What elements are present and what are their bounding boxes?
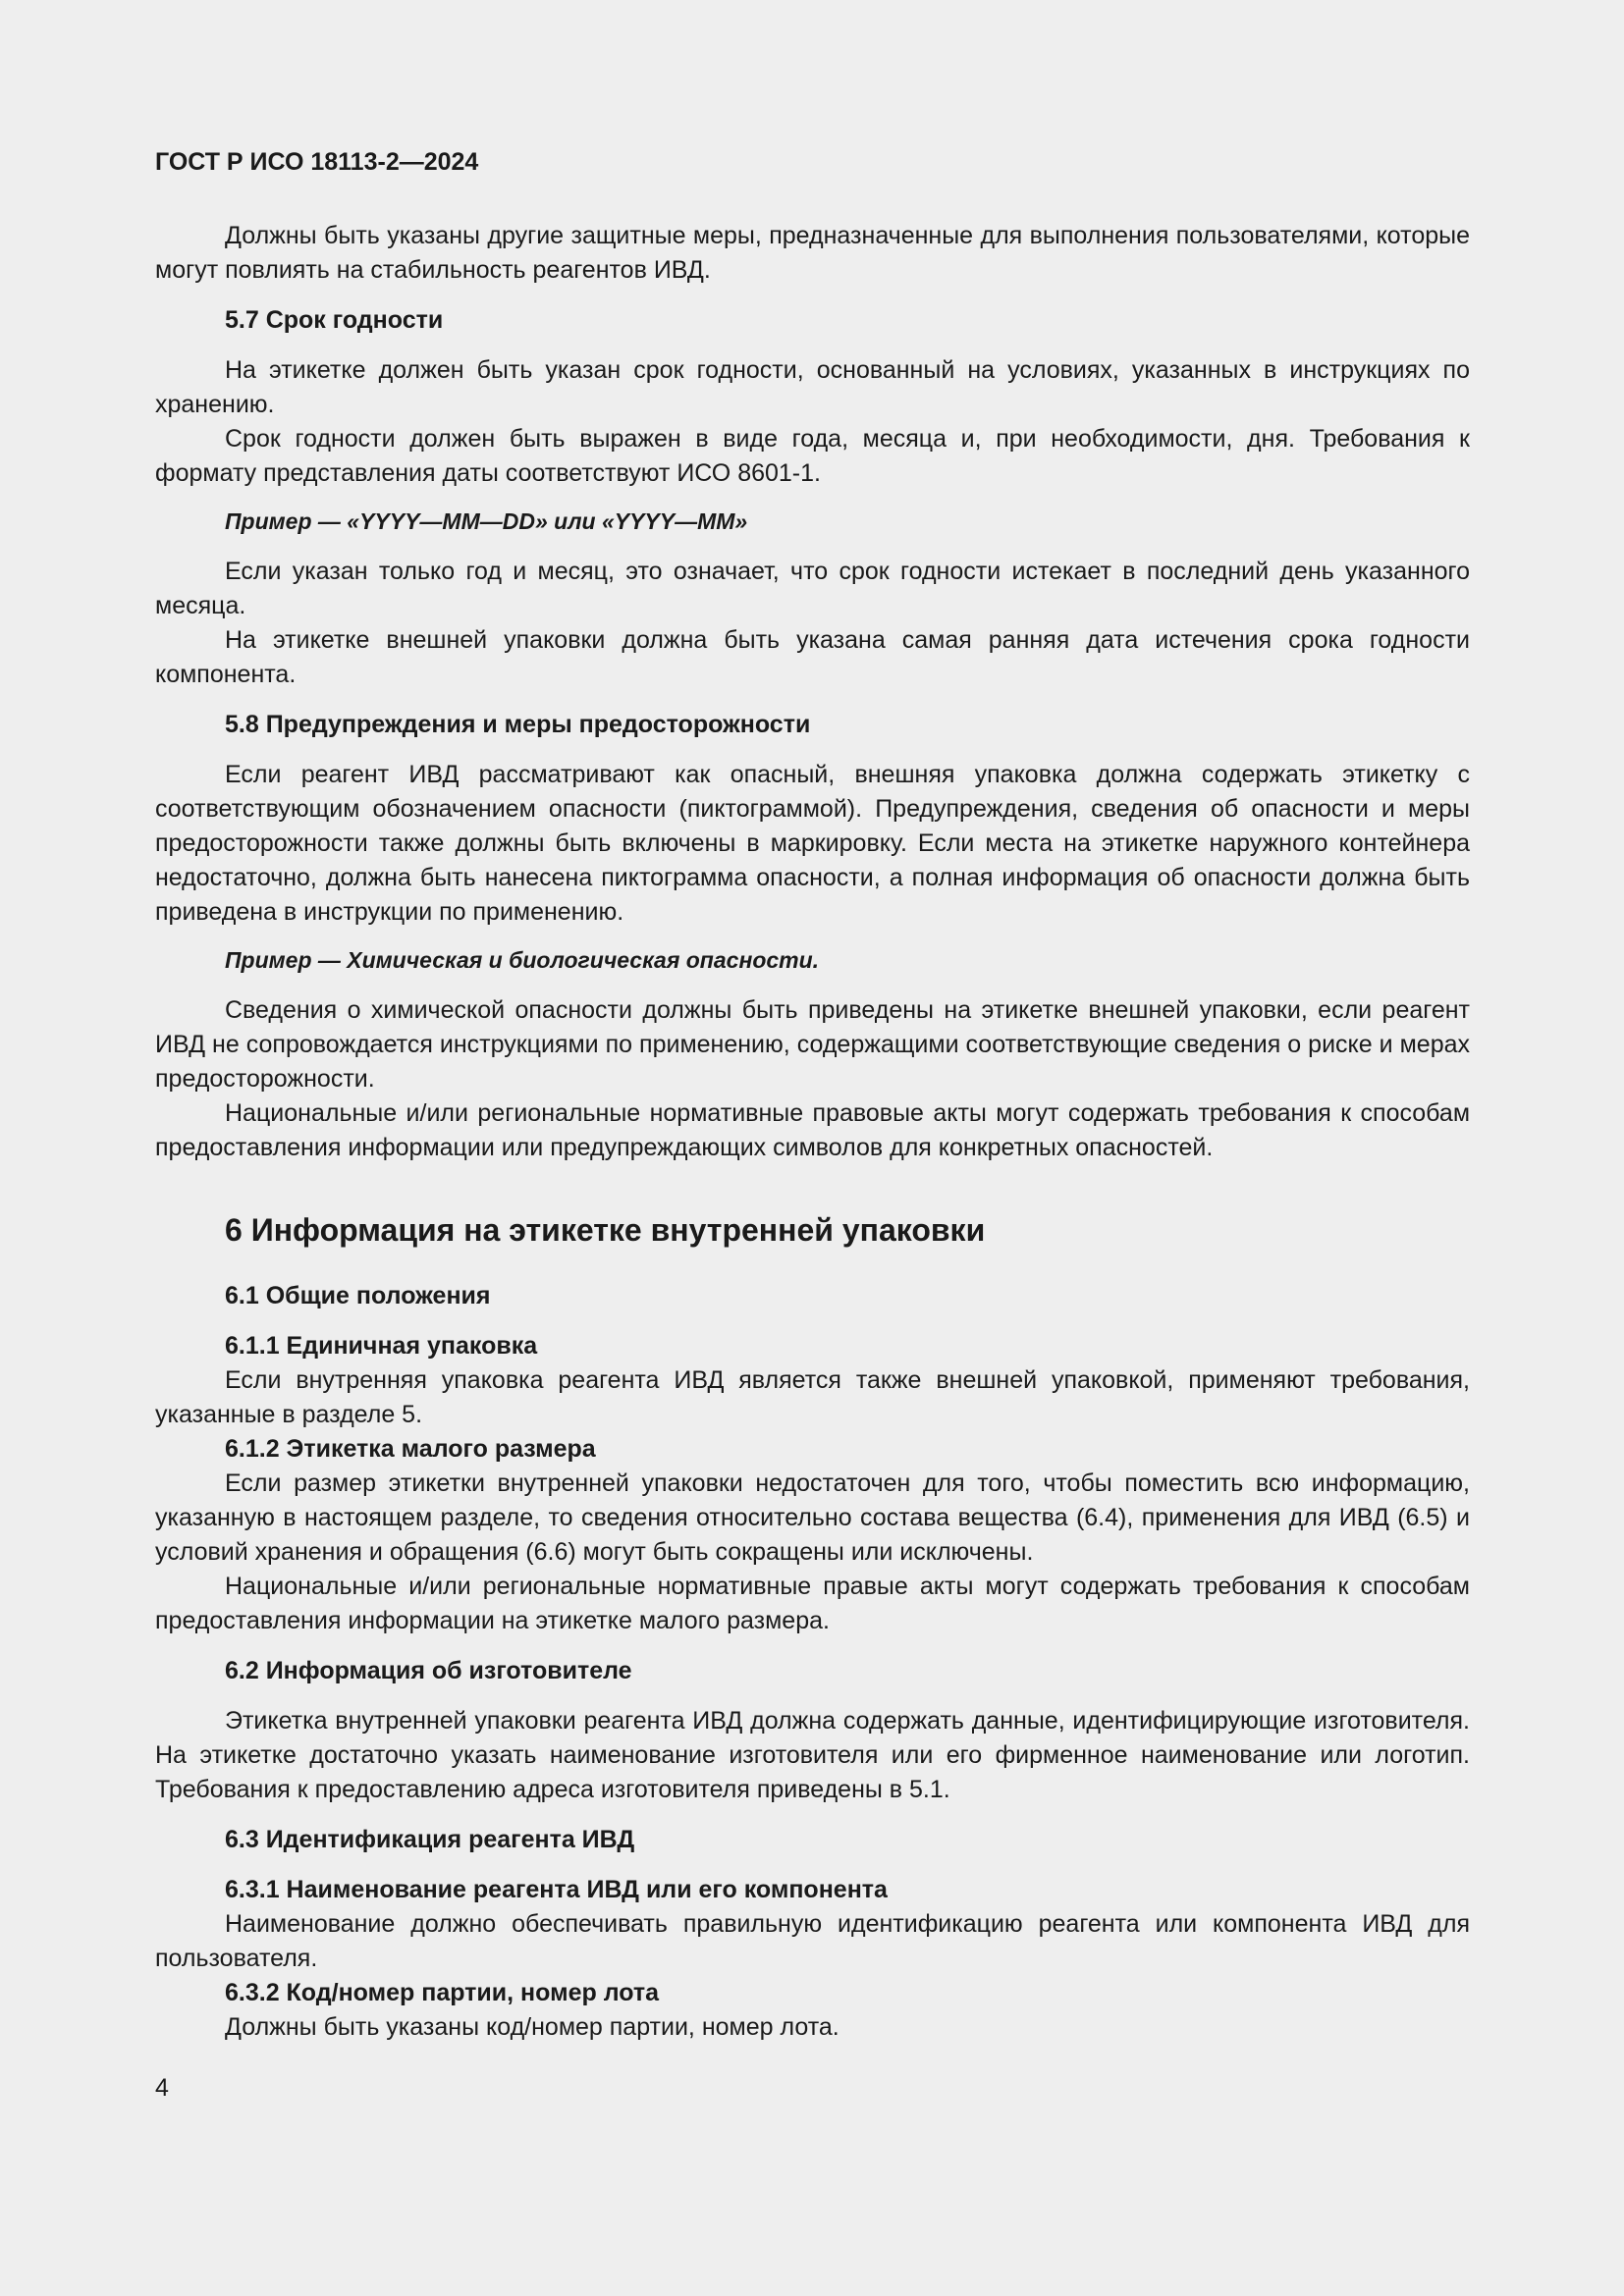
paragraph-5-7-4: На этикетке внешней упаковки должна быть указана самая ранняя дата истечения срока годности компонента.	[155, 626, 1470, 688]
section-6-title: 6 Информация на этикетке внутренней упаковки	[225, 1212, 986, 1248]
paragraph-6-1-2-1: Если размер этикетки внутренней упаковки недостаточен для того, чтобы поместить всю информацию, указанную в настоящем разделе, то сведения относительно состава вещества (6.4), применения для ИВД (6.5) и условий хранения и обращения (6.6) могут быть сокращены или исключены.	[155, 1469, 1470, 1566]
section-6-3-title: 6.3 Идентификация реагента ИВД	[225, 1826, 635, 1853]
example-5-8: Пример — Химическая и биологическая опасности.	[225, 947, 820, 973]
paragraph-5-8-3: Национальные и/или региональные нормативные правовые акты могут содержать требования к способам предоставления информации или предупреждающих символов для конкретных опасностей.	[155, 1099, 1470, 1161]
paragraph-5-7-3: Если указан только год и месяц, это означает, что срок годности истекает в последний день указанного месяца.	[155, 558, 1470, 619]
example-5-7: Пример — «YYYY—MM—DD» или «YYYY—MM»	[225, 508, 748, 534]
section-5-7-title: 5.7 Срок годности	[225, 306, 444, 334]
section-5-8-title: 5.8 Предупреждения и меры предосторожности	[225, 711, 811, 738]
paragraph-6-2: Этикетка внутренней упаковки реагента ИВД должна содержать данные, идентифицирующие изготовителя. На этикетке достаточно указать наименование изготовителя или его фирменное наименование или логотип. Требования к предоставлению адреса изготовителя приведены в 5.1.	[155, 1707, 1470, 1803]
section-6-3-1-title: 6.3.1 Наименование реагента ИВД или его компонента	[225, 1876, 888, 1903]
document-code-header: ГОСТ Р ИСО 18113-2—2024	[155, 148, 479, 176]
paragraph-6-3-2: Должны быть указаны код/номер партии, номер лота.	[225, 2013, 839, 2041]
document-page	[155, 145, 1470, 2045]
section-6-1-2-title: 6.1.2 Этикетка малого размера	[225, 1435, 596, 1463]
section-6-1-title: 6.1 Общие положения	[225, 1282, 491, 1309]
section-6-3-2-title: 6.3.2 Код/номер партии, номер лота	[225, 1979, 660, 2006]
paragraph-6-1-2-2: Национальные и/или региональные нормативные правые акты могут содержать требования к способам предоставления информации на этикетке малого размера.	[155, 1573, 1470, 1634]
paragraph-5-8-2: Сведения о химической опасности должны быть приведены на этикетке внешней упаковки, если реагент ИВД не сопровождается инструкциями по применению, содержащими соответствующие сведения о риске и мерах предосторожности.	[155, 996, 1470, 1093]
section-6-1-1-title: 6.1.1 Единичная упаковка	[225, 1332, 538, 1360]
paragraph-5-8-1: Если реагент ИВД рассматривают как опасный, внешняя упаковка должна содержать этикетку с соответствующим обозначением опасности (пиктограммой). Предупреждения, сведения об опасности и меры предосторожности также должны быть включены в маркировку. Если места на этикетке наружного контейнера недостаточно, должна быть нанесена пиктограмма опасности, а полная информация об опасности должна быть приведена в инструкции по применению.	[155, 761, 1470, 926]
paragraph-6-3-1: Наименование должно обеспечивать правильную идентификацию реагента или компонента ИВД для пользователя.	[155, 1910, 1470, 1972]
paragraph-intro: Должны быть указаны другие защитные меры, предназначенные для выполнения пользователями, которые могут повлиять на стабильность реагентов ИВД.	[155, 222, 1470, 284]
section-6-2-title: 6.2 Информация об изготовителе	[225, 1657, 632, 1684]
paragraph-6-1-1: Если внутренняя упаковка реагента ИВД является также внешней упаковкой, применяют требования, указанные в разделе 5.	[155, 1366, 1470, 1428]
paragraph-5-7-1: На этикетке должен быть указан срок годности, основанный на условиях, указанных в инструкциях по хранению.	[155, 356, 1470, 418]
paragraph-5-7-2: Срок годности должен быть выражен в виде года, месяца и, при необходимости, дня. Требования к формату представления даты соответствуют ИСО 8601-1.	[155, 425, 1470, 487]
page-number: 4	[155, 2074, 169, 2102]
